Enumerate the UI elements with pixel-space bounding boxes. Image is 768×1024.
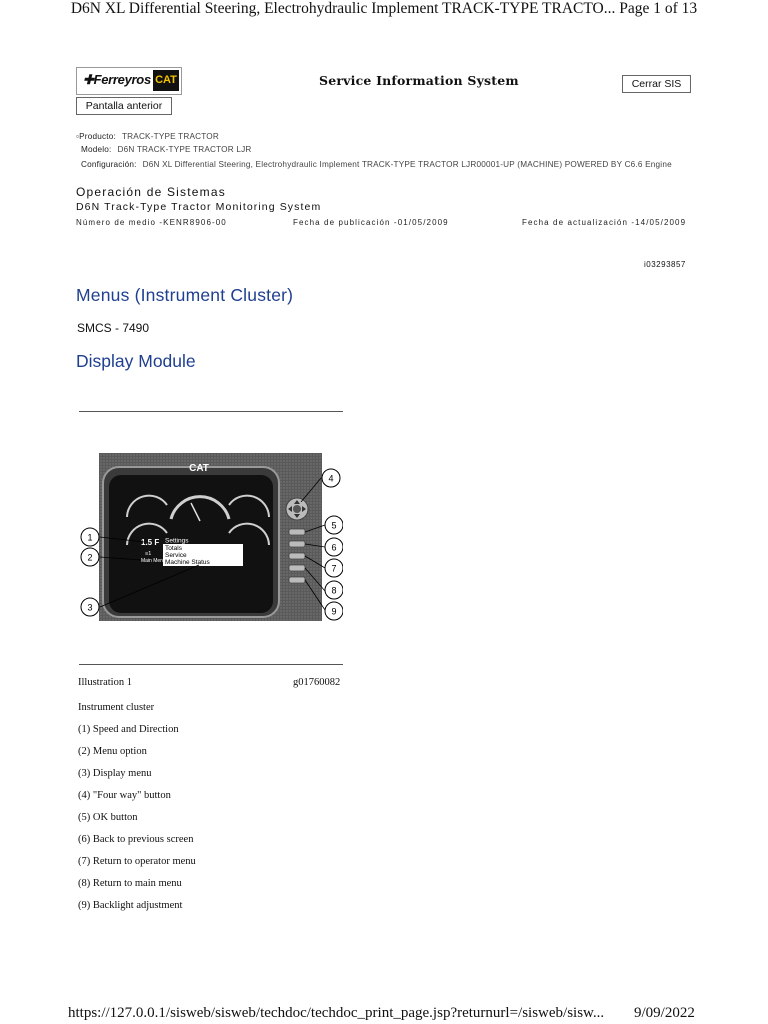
figure-caption: Instrument cluster [78, 702, 155, 713]
media-number: Número de medio -KENR8906-00 [76, 218, 227, 227]
legend-item: (2) Menu option [78, 746, 147, 757]
print-footer-url: https://127.0.0.1/sisweb/sisweb/techdoc/techdoc_print_page.jsp?returnurl=/sisweb/sisw... [68, 1005, 605, 1021]
previous-screen-button[interactable]: Pantalla anterior [76, 97, 172, 115]
menu-item-machine-status: Machine Status [165, 559, 210, 566]
callout-9: 9 [331, 606, 337, 617]
legend-item: (4) "Four way" button [78, 790, 171, 801]
page-title: Service Information System [319, 73, 519, 88]
config-value: D6N XL Differential Steering, Electrohydraulic Implement TRACK-TYPE TRACTOR LJR00001-UP (MACHINE) POWERED BY C6.6 Engine [142, 160, 672, 169]
product-marker-icon: ▫ [76, 132, 80, 141]
product-label: Producto: [79, 132, 116, 141]
ferreyros-cat-logo [76, 67, 182, 95]
callout-7: 7 [331, 563, 337, 574]
main-menu-label: Main Menu [141, 558, 166, 564]
illustration-code: g01760082 [293, 677, 341, 688]
model-row [81, 145, 251, 154]
menu-item-totals: Totals [165, 545, 182, 552]
product-row [76, 132, 219, 141]
ok-button-shape [289, 529, 305, 535]
config-label: Configuración: [81, 160, 137, 169]
menu-option-icon: ≡1 [145, 551, 152, 557]
logo-brand-text: ✚Ferreyros [83, 72, 151, 87]
instrument-cluster-illustration [79, 427, 343, 655]
model-value: D6N TRACK-TYPE TRACTOR LJR [117, 145, 252, 154]
smcs-code: SMCS - 7490 [77, 321, 150, 335]
callout-4: 4 [328, 473, 334, 484]
publication-date: Fecha de publicación -01/05/2009 [293, 218, 449, 227]
close-sis-button[interactable]: Cerrar SIS [622, 75, 691, 93]
section-title: Operación de Sistemas [76, 185, 226, 199]
display-module-heading: Display Module [76, 351, 196, 371]
print-footer-date: 9/09/2022 [634, 1005, 695, 1021]
back-button-shape [289, 541, 305, 547]
callout-6: 6 [331, 542, 337, 553]
menu-item-service: Service [165, 552, 187, 559]
callout-3: 3 [87, 602, 93, 613]
legend-item: (8) Return to main menu [78, 878, 182, 889]
callout-8: 8 [331, 585, 337, 596]
legend-item: (3) Display menu [78, 768, 152, 779]
update-date: Fecha de actualización -14/05/2009 [522, 218, 687, 227]
callout-1: 1 [87, 532, 93, 543]
operator-menu-button-shape [289, 553, 305, 559]
model-label: Modelo: [81, 145, 112, 154]
print-header: D6N XL Differential Steering, Electrohydraulic Implement TRACK-TYPE TRACTO... Page 1 of 13 [70, 0, 698, 17]
legend-item: (6) Back to previous screen [78, 834, 194, 845]
topic-heading: Menus (Instrument Cluster) [76, 285, 294, 305]
product-value: TRACK-TYPE TRACTOR [121, 132, 219, 141]
callout-2: 2 [87, 552, 93, 563]
legend-item: (1) Speed and Direction [78, 724, 179, 735]
four-way-button-icon [286, 498, 308, 520]
document-id: i03293857 [644, 260, 686, 269]
backlight-button-shape [289, 577, 305, 583]
speed-readout: 1.5 F [141, 538, 160, 547]
callout-5: 5 [331, 520, 337, 531]
section-subtitle: D6N Track-Type Tractor Monitoring System [76, 201, 322, 213]
figure-top-rule [79, 411, 343, 412]
main-menu-button-shape [289, 565, 305, 571]
illustration-label: Illustration 1 [78, 677, 132, 688]
legend-item: (5) OK button [78, 812, 138, 823]
cat-badge: CAT [153, 70, 179, 91]
legend-item: (7) Return to operator menu [78, 856, 196, 867]
cluster-cat-logo: CAT [189, 463, 209, 474]
config-row [81, 160, 672, 169]
figure-bottom-rule [79, 664, 343, 665]
menu-item-settings: Settings [165, 537, 189, 545]
legend-item: (9) Backlight adjustment [78, 900, 183, 911]
